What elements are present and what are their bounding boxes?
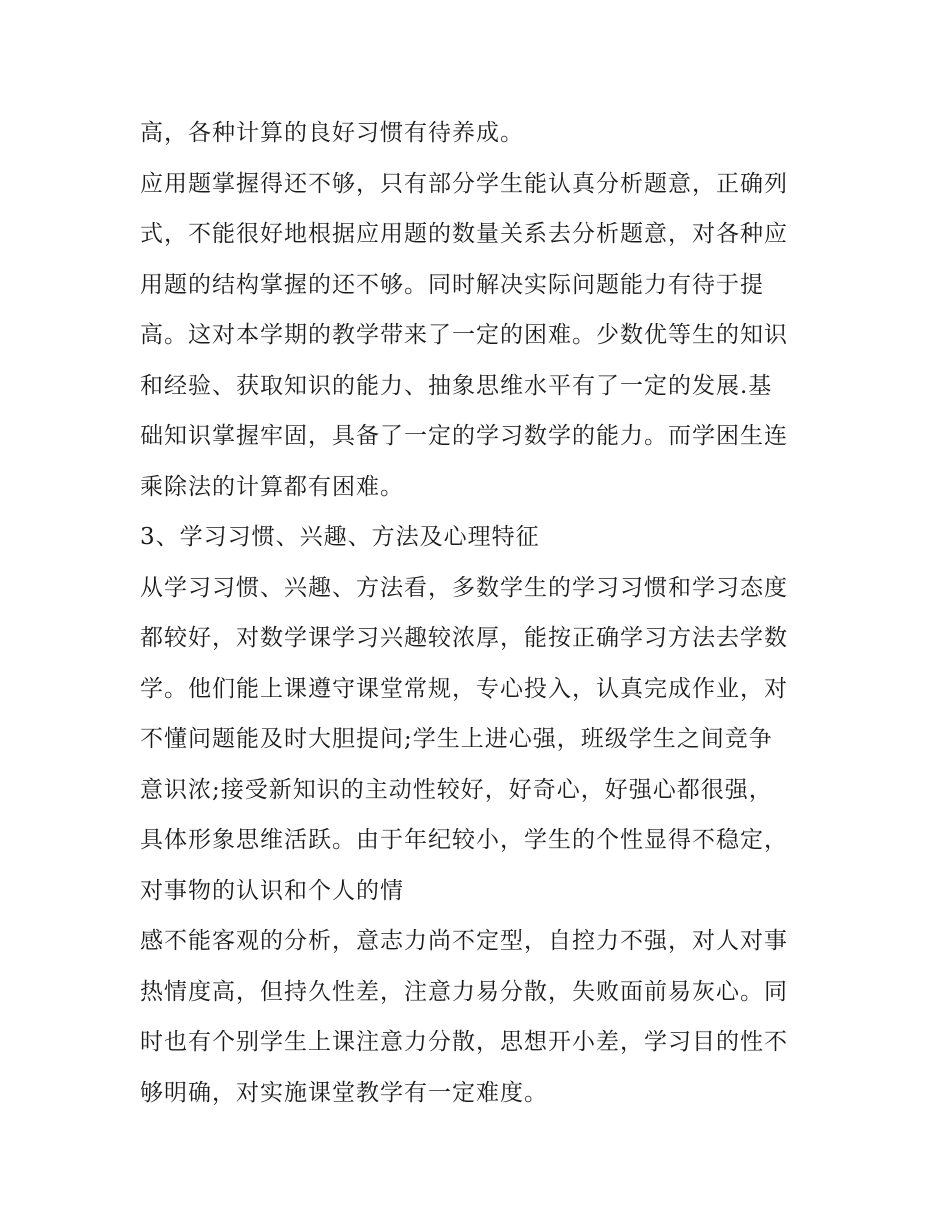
text-line: 不懂问题能及时大胆提问;学生上进心强，班级学生之间竞争 [140,726,773,752]
text-line: 时也有个别学生上课注意力分散，思想开小差，学习目的性不 [140,1029,788,1055]
text-line: 热情度高，但持久性差，注意力易分散，失败面前易灰心。同 [140,978,788,1005]
text-line: 学。他们能上课遵守课堂常规，专心投入，认真完成作业，对 [140,675,788,702]
text-line: 和经验、获取知识的能力、抽象思维水平有了一定的发展.基 [140,372,773,399]
text-line: 意识浓;接受新知识的主动性较好，好奇心，好强心都很强， [140,776,773,803]
text-line: 乘除法的计算都有困难。 [140,473,404,500]
text-line: 感不能客观的分析，意志力尚不定型，自控力不强，对人对事 [140,928,788,954]
section-heading: 3、学习习惯、兴趣、方法及心理特征 [140,524,540,550]
text-line: 对事物的认识和个人的情 [140,877,404,904]
document-body [140,108,830,1118]
text-line: 应用题掌握得还不够，只有部分学生能认真分析题意，正确列 [140,170,788,197]
text-line: 够明确，对实施课堂教学有一定难度。 [140,1079,548,1106]
text-line: 具体形象思维活跃。由于年纪较小，学生的个性显得不稳定， [140,827,788,853]
text-line: 从学习习惯、兴趣、方法看，多数学生的学习习惯和学习态度 [140,574,788,601]
text-line: 高。这对本学期的教学带来了一定的困难。少数优等生的知识 [140,322,788,348]
text-line: 高，各种计算的良好习惯有待养成。 [140,120,524,146]
text-line: 都较好，对数学课学习兴趣较浓厚，能按正确学习方法去学数 [140,625,788,651]
text-line: 础知识掌握牢固，具备了一定的学习数学的能力。而学困生连 [140,423,788,449]
text-line: 用题的结构掌握的还不够。同时解决实际问题能力有待于提 [140,271,764,298]
text-line: 式，不能很好地根据应用题的数量关系去分析题意，对各种应 [140,221,788,247]
